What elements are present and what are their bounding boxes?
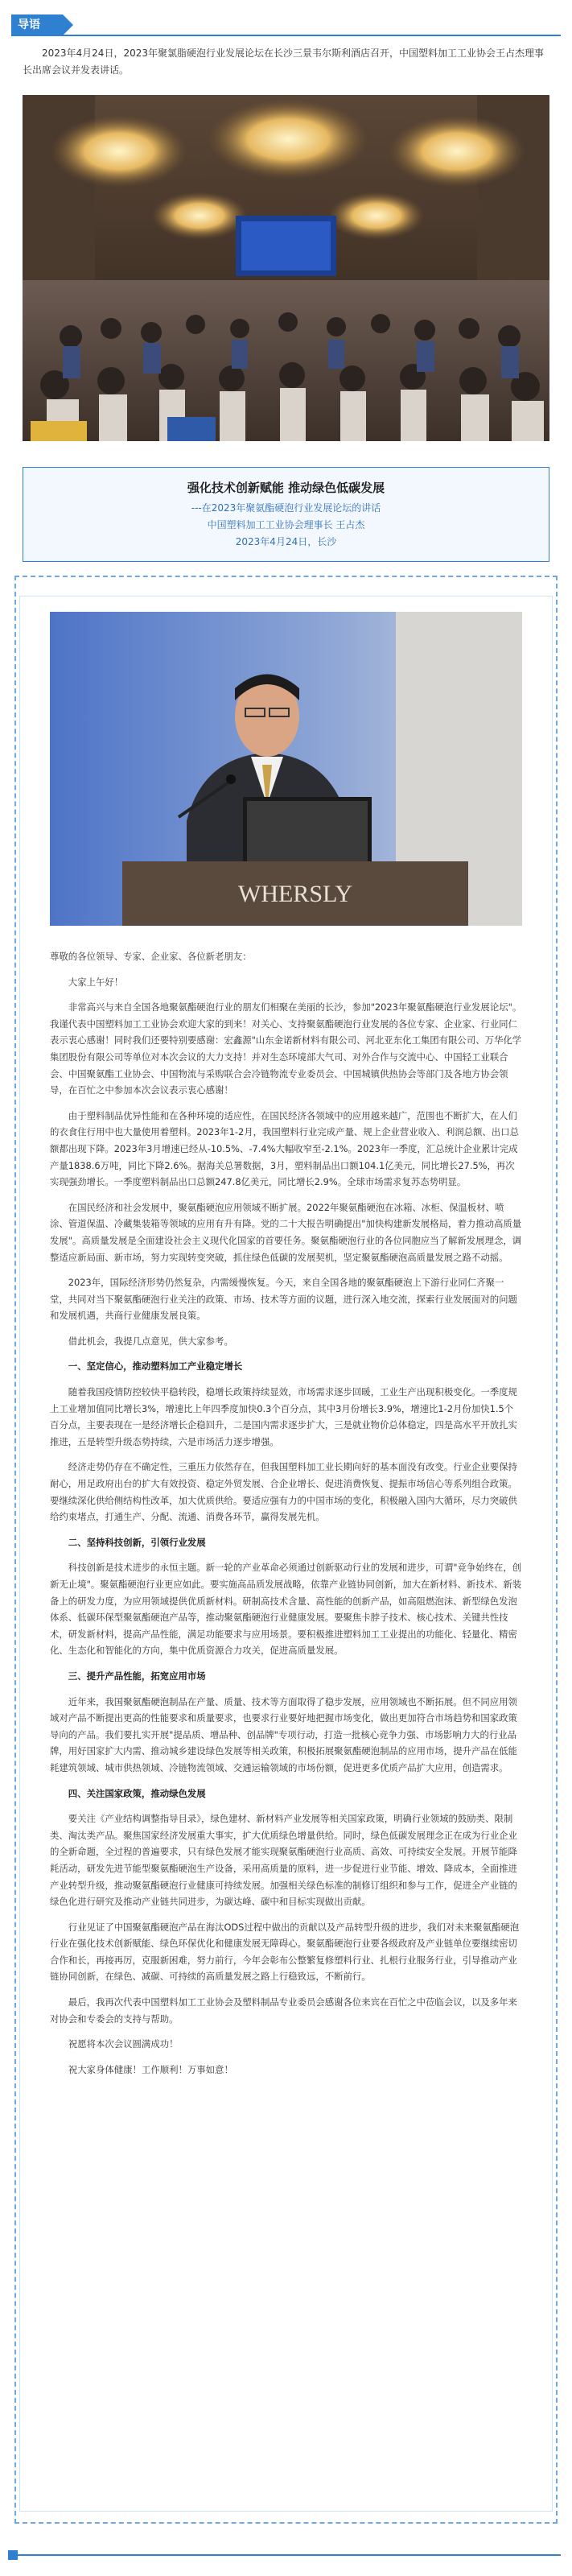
body-paragraph: 借此机会，我提几点意见，供大家参考。 bbox=[68, 1335, 233, 1347]
body-paragraph: 最后，我再次代表中国塑料加工工业协会及塑料制品专业委员会感谢各位来宾在百忙之中莅临会议，以及多年来对协会和专委会的支持与帮助。 bbox=[50, 1996, 517, 2025]
body-paragraph: 科技创新是技术进步的永恒主题。新一轮的产业革命必须通过创新驱动行业的发展和进步，可谓"竞争始终在，创新无止境"。聚氨酯硬泡行业更应如此。要实施高品质发展战略，依靠产业链协同创新，加大在新材料、新技术、新装备上的研发力度，为应用领域提供优质新材料。研制高技术含量、高性能的创新产品，如高阻燃泡沫、新型绿色发泡体系、低碳环保型聚氨酯硬泡产品等，推动聚氨酯硬泡行业健康发展。要聚焦卡脖子技术、核心技术、关键共性技术，研发新材料，提高产品性能，满足功能要求与应用场景。要积极推进塑料加工工业提出的功能化、轻量化、精密化、生态化和智能化的方向，集中优质资源合力攻关，促进高质量发展。 bbox=[50, 1562, 522, 1657]
body-paragraph: 祝大家身体健康！工作顺利！万事如意！ bbox=[68, 2063, 233, 2075]
body-paragraph: 由于塑料制品优异性能和在各种环境的适应性，在国民经济各领域中的应用越来越广，范围也不断扩大，在人们的衣食住行用中也大量使用着塑料。2023年1-2月，我国塑料行业完成产量、规上企业营业收入、利润总额、出口总额都出现下降。2023年3月增速已经从-10.5%、-7.4%大幅收窄至-2.1%。2023年一季度，汇总统计企业累计完成产量1838.6万吨，同比下降2.6%。据海关总署数据，3月，塑料制品出口额104.1亿美元，同比增长27.5%，再次实现强劲增长。一季度塑料制品出口总额247.8亿美元，同比增长2.9%。全球市场需求复苏态势明显。 bbox=[50, 1109, 519, 1188]
section-heading: 二、坚持科技创新，引领行业发展 bbox=[68, 1536, 206, 1548]
speaker-illustration bbox=[50, 612, 522, 926]
speech-body bbox=[50, 948, 522, 2087]
body-paragraph: 祝愿将本次会议圆满成功！ bbox=[68, 2038, 179, 2050]
hello: 大家上午好！ bbox=[68, 976, 124, 988]
guide-tag bbox=[11, 14, 63, 35]
body-paragraph: 2023年，国际经济形势仍然复杂，内需缓慢恢复。今天，来自全国各地的聚氨酯硬泡上下游行业同仁齐聚一堂，共同对当下聚氨酯硬泡行业关注的政策、市场、技术等方面的议题，进行深入地交流，探索行业发展面对的问题和发展机遇，共商行业健康发展良策。 bbox=[50, 1277, 517, 1322]
speech-title-box bbox=[23, 467, 549, 562]
section-heading: 一、坚定信心，推动塑料加工产业稳定增长 bbox=[68, 1360, 243, 1373]
speaker-photo bbox=[50, 612, 522, 926]
section-heading: 三、提升产品性能，拓宽应用市场 bbox=[68, 1670, 206, 1682]
body-paragraph: 要关注《产业结构调整指导目录》，绿色建材、新材料产业发展等相关国家政策，明确行业领域的鼓励类、限制类、淘汰类产品。聚焦国家经济发展重大事实，扩大优质绿色增量供给。同时，绿色低碳发展理念正在成为行业企业的全新命题，全过程的普遍要求，只有绿色发展才能实现聚氨酯硬泡行业高质、高效、可持续安全发展。开展节能降耗活动，研发先进节能型聚氨酯硬泡生产设备，采用高质量的原料，进一步促进行业节能、增效、降成本，全面推进产业转型升级，推动聚氨酯硬泡行业健康可持续发展。加强相关绿色标准的制修订组织和参与工作，促进全产业链的绿色化进行研究及推动产业链共同进步，为碳达峰、碳中和目标实现做出贡献。 bbox=[50, 1813, 517, 1908]
body-paragraph: 经济走势仍存在不确定性，三重压力依然存在，但我国塑料加工业长期向好的基本面没有改变。行业企业要保持耐心，用足政府出台的扩大有效投资、稳定外贸发展、合企业增长、促进消费恢复、提振市场信心等系列组合政策。要继续深化供给侧结构性改革，加大优质供给。要适应强有力的中国市场的变化，积极融入国内大循环，尽力突破供给约束堵点，打通生产、分配、流通、消费各环节，赢得发展先机。 bbox=[50, 1461, 517, 1523]
body-paragraph: 近年来，我国聚氨酯硬泡制品在产量、质量、技术等方面取得了稳步发展，应用领域也不断拓展。但不同应用领域对产品不断提出更高的性能要求和质量要求，也要求行业要好地把握市场变化，做出更加符合市场趋势和国家政策导向的产品。我们要扎实开展"提品质、增品种、创品牌"专项行动，打造一批核心竞争力强、市场影响力大的行业品牌，用好国家扩大内需、推动城乡建设绿色发展等相关政策，积极拓展聚氨酯硬泡制品的应用市场，提升产品在低能耗建筑领域、城市供热领域、冷链物流领域、交通运输领域的市场份额，促进更多优质产品扩大应用，创造需求。 bbox=[50, 1695, 517, 1773]
body-paragraph: 在国民经济和社会发展中，聚氨酯硬泡应用领域不断扩展。2022年聚氨酯硬泡在冰箱、冰柜、保温板材、喷涂、管道保温、冷藏集装箱等领域的应用有升有降。党的二十大报告明确提出"加快构建新发展格局，着力推动高质量发展"。高质量发展是全面建设社会主义现代化国家的首要任务。聚氨酯硬泡行业的各位同胞应当了解新发展理念，调整适应新局面、新市场，努力实现转变突破，抓住绿色低碳的发展契机，坚定聚氨酯硬泡高质量发展之路不动摇。 bbox=[50, 1201, 522, 1263]
guide-rule bbox=[11, 35, 561, 36]
speech-date-place: 2023年4月24日，长沙 bbox=[235, 536, 337, 547]
conference-hall-illustration bbox=[23, 95, 549, 441]
section-heading: 四、关注国家政策，推动绿色发展 bbox=[68, 1787, 206, 1799]
conference-hall-photo bbox=[23, 95, 549, 441]
guide-label: 导语 bbox=[18, 19, 40, 31]
footer-line bbox=[18, 2554, 561, 2556]
body-paragraph: 行业见证了中国聚氨酯硬泡产品在海汰ODS过程中做出的贡献以及产品转型升级的进步，我们对未来聚氨酯硬泡行业在强化技术创新赋能、绿色环保优化和健康发展无障碍心。聚氨酯硬泡行业要各级政府及产业链单位要继续密切合作和长，再接再厉，克服新困难，努力前行，今年会彰布公整繁复修塑料行业、扎根行业服务行业，引导推动产业链协同创新，在绿色、减碳、可持续的高质量发展之路上行稳致远，不断前行。 bbox=[50, 1921, 520, 1983]
speech-speaker: 中国塑料加工工业协会理事长 王占杰 bbox=[207, 519, 365, 530]
greeting: 尊敬的各位领导、专家、企业家、各位新老朋友： bbox=[50, 951, 252, 962]
intro-text: 2023年4月24日，2023年聚氯脂硬泡行业发展论坛在长沙三景韦尔斯利酒店召开，中国塑料加工工业协会王占杰理事长出席会议并发表讲话。 bbox=[23, 47, 544, 76]
speech-subtitle: ---在2023年聚氨酯硬泡行业发展论坛的讲话 bbox=[191, 502, 381, 514]
body-paragraph: 非常高兴与来自全国各地聚氨酯硬泡行业的朋友们相聚在美丽的长沙，参加"2023年聚氨酯硬泡行业发展论坛"。我谨代表中国塑料加工工业协会欢迎大家的到来！对关心、支持聚氨酯硬泡行业发展的各位专家、企业家、行业同仁表示衷心感谢！同时我们还要特别要感谢：宏鑫源"山东金诺新材料有限公司、河北亚东化工集团有限公司、万华化学集团股份有限公司等单位对本次会议的大力支持！并对生态环境部大气司、对外合作与交流中心、中国轻工业联合会、中国聚氨酯工业协会、中国物流与采购联合会冷链物流专业委员会、中国城镇供热协会等部门及各地方协会领导，在百忙之中参加本次会议表示衷心感谢！ bbox=[50, 1001, 522, 1096]
podium-text: WHERSLY bbox=[238, 881, 352, 907]
body-paragraph: 随着我国疫情防控较快平稳转段，稳增长政策持续显效，市场需求逐步回暖，工业生产出现积极变化。一季度规上工业增加值同比增长3%，增速比上年四季度加快0.3个百分点，其中3月份增长3.9%，增速比1-2月份加快1.5个百分点，主要表现在一是经济增长企稳回升，二是国内需求逐步扩大，三是就业物价总体稳定，四是高水平开放扎实推进，五是转型升级态势持续，六是市场活力逐步增强。 bbox=[50, 1386, 517, 1447]
speech-main-title: 强化技术创新赋能 推动绿色低碳发展 bbox=[187, 481, 385, 495]
footer-corner bbox=[8, 2550, 18, 2560]
